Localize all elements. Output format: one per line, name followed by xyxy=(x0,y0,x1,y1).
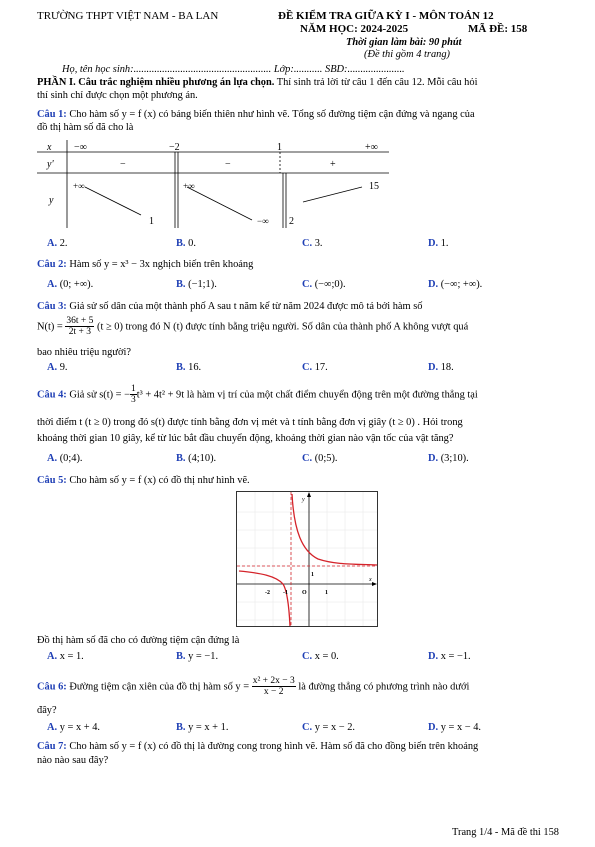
q2-text xyxy=(37,258,562,271)
part1-instruction-2: thí sinh chỉ được chọn một phương án. xyxy=(37,90,198,101)
table-x-label: x xyxy=(47,142,52,153)
q6-stem-2: là đường thẳng có phương trình nào dưới xyxy=(295,681,470,693)
tick-x-minus1: -1 xyxy=(283,590,288,596)
q3-stem-2: (t ≥ 0) trong đó N (t) được tính bằng triệu người. Số dân của thành phố A không vượt quá xyxy=(97,321,469,333)
tick-y-1: 1 xyxy=(311,572,314,578)
page-footer: Trang 1/4 - Mã đề thi 158 xyxy=(452,827,559,838)
y-axis-label: y xyxy=(302,497,305,503)
q5-text xyxy=(37,474,562,487)
q2-option-c[interactable]: C. (−∞;0). xyxy=(302,279,346,290)
x-axis-label: x xyxy=(369,577,372,583)
q6-option-c[interactable]: C. y = x − 2. xyxy=(302,722,356,733)
school-name: TRƯỜNG THPT VIỆT NAM - BA LAN xyxy=(37,10,219,22)
q3-option-a[interactable]: A. 9. xyxy=(47,362,68,373)
table-y-neg-inf: −∞ xyxy=(257,216,269,226)
q6-option-b[interactable]: B. y = x + 1. xyxy=(176,722,229,733)
q1-label: Câu 1: xyxy=(37,109,67,120)
q5-graph xyxy=(236,491,378,627)
q4-stem-2: thời điểm t (t ≥ 0) trong đó s(t) được tính bằng đơn vị mét và t tính bằng đơn vị giây (t ≥ 0) . Hỏi trong xyxy=(37,417,463,428)
q2-option-d[interactable]: D. (−∞; +∞). xyxy=(428,279,483,290)
q3-option-b[interactable]: B. 16. xyxy=(176,362,202,373)
table-x-neg-inf: −∞ xyxy=(74,142,87,153)
q1-stem: Cho hàm số y = f (x) có bảng biến thiên như hình vẽ. Tổng số đường tiệm cận đứng và ngang của xyxy=(66,109,475,120)
q5-stem: Cho hàm số y = f (x) có đồ thị như hình vẽ. xyxy=(66,475,250,486)
q4-stem-3: khoảng thời gian 10 giây, kể từ lúc bắt đầu chuyển động, khoảng thời gian nào vận tốc của vật tăng? xyxy=(37,433,454,444)
origin-label: O xyxy=(302,590,307,596)
q6-fraction: $\frac{\text{x² + 2x − 3}}{x - 2}$ xyxy=(252,676,295,698)
q4-stem-b: t³ + 4t² + 9t là hàm vị trí của một chất điểm chuyển động trên một đường thẳng tại xyxy=(136,389,478,401)
q6-stem-3: đây? xyxy=(37,705,57,716)
q2-label: Câu 2: xyxy=(37,259,67,270)
q7-text xyxy=(37,740,562,753)
q3-text xyxy=(37,300,562,313)
table-yprime-label: y' xyxy=(47,159,54,170)
q3-label: Câu 3: xyxy=(37,301,67,312)
tick-x-1: 1 xyxy=(325,590,328,596)
part1-title: PHẦN I. Câu trắc nghiệm nhiều phương án lựa chọn. xyxy=(37,77,275,88)
q5-option-b[interactable]: B. y = −1. xyxy=(176,651,219,662)
q4-option-a[interactable]: A. (0;4). xyxy=(47,453,83,464)
exam-title: ĐỀ KIỂM TRA GIỮA KỲ I - MÔN TOÁN 12 xyxy=(278,10,494,22)
q6-option-a[interactable]: A. y = x + 4. xyxy=(47,722,101,733)
page-count: (Đề thi gồm 4 trang) xyxy=(364,49,451,60)
table-y-top-left: +∞ xyxy=(73,181,85,191)
exam-code: MÃ ĐỀ: 158 xyxy=(468,23,528,35)
table-x-pos-inf: +∞ xyxy=(365,142,378,153)
student-info-line: Họ, tên học sinh:..................................................... Lớp:........... SBD:...................... xyxy=(62,64,405,75)
part1-heading xyxy=(37,76,562,89)
q1-option-d[interactable]: D. 1. xyxy=(428,238,449,249)
table-sign-3: + xyxy=(330,159,336,170)
table-x-1: 1 xyxy=(277,142,282,153)
part1-instruction: Thí sinh trả lời từ câu 1 đến câu 12. Mỗi câu hỏi xyxy=(274,77,478,88)
q4-option-d[interactable]: D. (3;10). xyxy=(428,453,469,464)
table-sign-2: − xyxy=(225,159,231,170)
q2-stem: Hàm số y = x³ − 3x nghịch biến trên khoảng xyxy=(66,259,254,270)
q3-formula-line xyxy=(37,316,468,338)
q5-option-d[interactable]: D. x = −1. xyxy=(428,651,471,662)
q5-option-c[interactable]: C. x = 0. xyxy=(302,651,339,662)
q3-fraction: $\frac{36t + 5}{2t + 3}$ xyxy=(66,316,94,338)
q4-text xyxy=(37,384,478,406)
time-allowed: Thời gian làm bài: 90 phút xyxy=(346,37,462,48)
q2-option-b[interactable]: B. (−1;1). xyxy=(176,279,217,290)
q5-question: Đồ thị hàm số đã cho có đường tiệm cận đứng là xyxy=(37,635,240,646)
table-y-min-right: 2 xyxy=(289,216,294,227)
q3-stem-3: bao nhiêu triệu người? xyxy=(37,347,131,358)
q1-option-a[interactable]: A. 2. xyxy=(47,238,68,249)
q5-option-a[interactable]: A. x = 1. xyxy=(47,651,84,662)
q1-stem-2: đồ thị hàm số đã cho là xyxy=(37,122,134,133)
q5-label: Câu 5: xyxy=(37,475,67,486)
table-y-right: 15 xyxy=(369,181,379,192)
q4-label: Câu 4: xyxy=(37,389,67,401)
table-y-top-mid: +∞ xyxy=(183,181,195,191)
q1-option-b[interactable]: B. 0. xyxy=(176,238,196,249)
school-year: NĂM HỌC: 2024-2025 xyxy=(300,23,409,35)
table-y-min-left: 1 xyxy=(149,216,154,227)
table-y-label: y xyxy=(49,195,54,206)
q3-option-d[interactable]: D. 18. xyxy=(428,362,454,373)
q7-label: Câu 7: xyxy=(37,741,67,752)
q3-formula-lhs: N(t) = xyxy=(37,321,63,333)
q7-stem-2: nào nào sau đây? xyxy=(37,755,109,766)
q4-option-b[interactable]: B. (4;10). xyxy=(176,453,217,464)
q3-stem: Giả sử số dân của một thành phố A sau t năm kể từ năm 2024 được mô tả bởi hàm số xyxy=(66,301,423,312)
tick-x-minus2: -2 xyxy=(265,590,270,596)
q6-text xyxy=(37,676,469,698)
variation-table xyxy=(37,140,397,232)
q7-stem: Cho hàm số y = f (x) có đồ thị là đường cong trong hình vẽ. Hàm số đã cho đồng biến trên khoảng xyxy=(66,741,479,752)
q3-option-c[interactable]: C. 17. xyxy=(302,362,328,373)
q4-fraction: $\frac{1}{3}$ xyxy=(130,384,136,406)
q1-text xyxy=(37,108,562,121)
q6-stem-1: Đường tiệm cận xiên của đồ thị hàm số y = xyxy=(66,681,250,693)
q1-option-c[interactable]: C. 3. xyxy=(302,238,323,249)
q4-stem-a: Giả sử s(t) = − xyxy=(66,389,130,401)
q4-option-c[interactable]: C. (0;5). xyxy=(302,453,338,464)
q6-option-d[interactable]: D. y = x − 4. xyxy=(428,722,482,733)
table-x-minus2: −2 xyxy=(169,142,180,153)
q2-option-a[interactable]: A. (0; +∞). xyxy=(47,279,94,290)
q6-label: Câu 6: xyxy=(37,681,67,693)
table-sign-1: − xyxy=(120,159,126,170)
